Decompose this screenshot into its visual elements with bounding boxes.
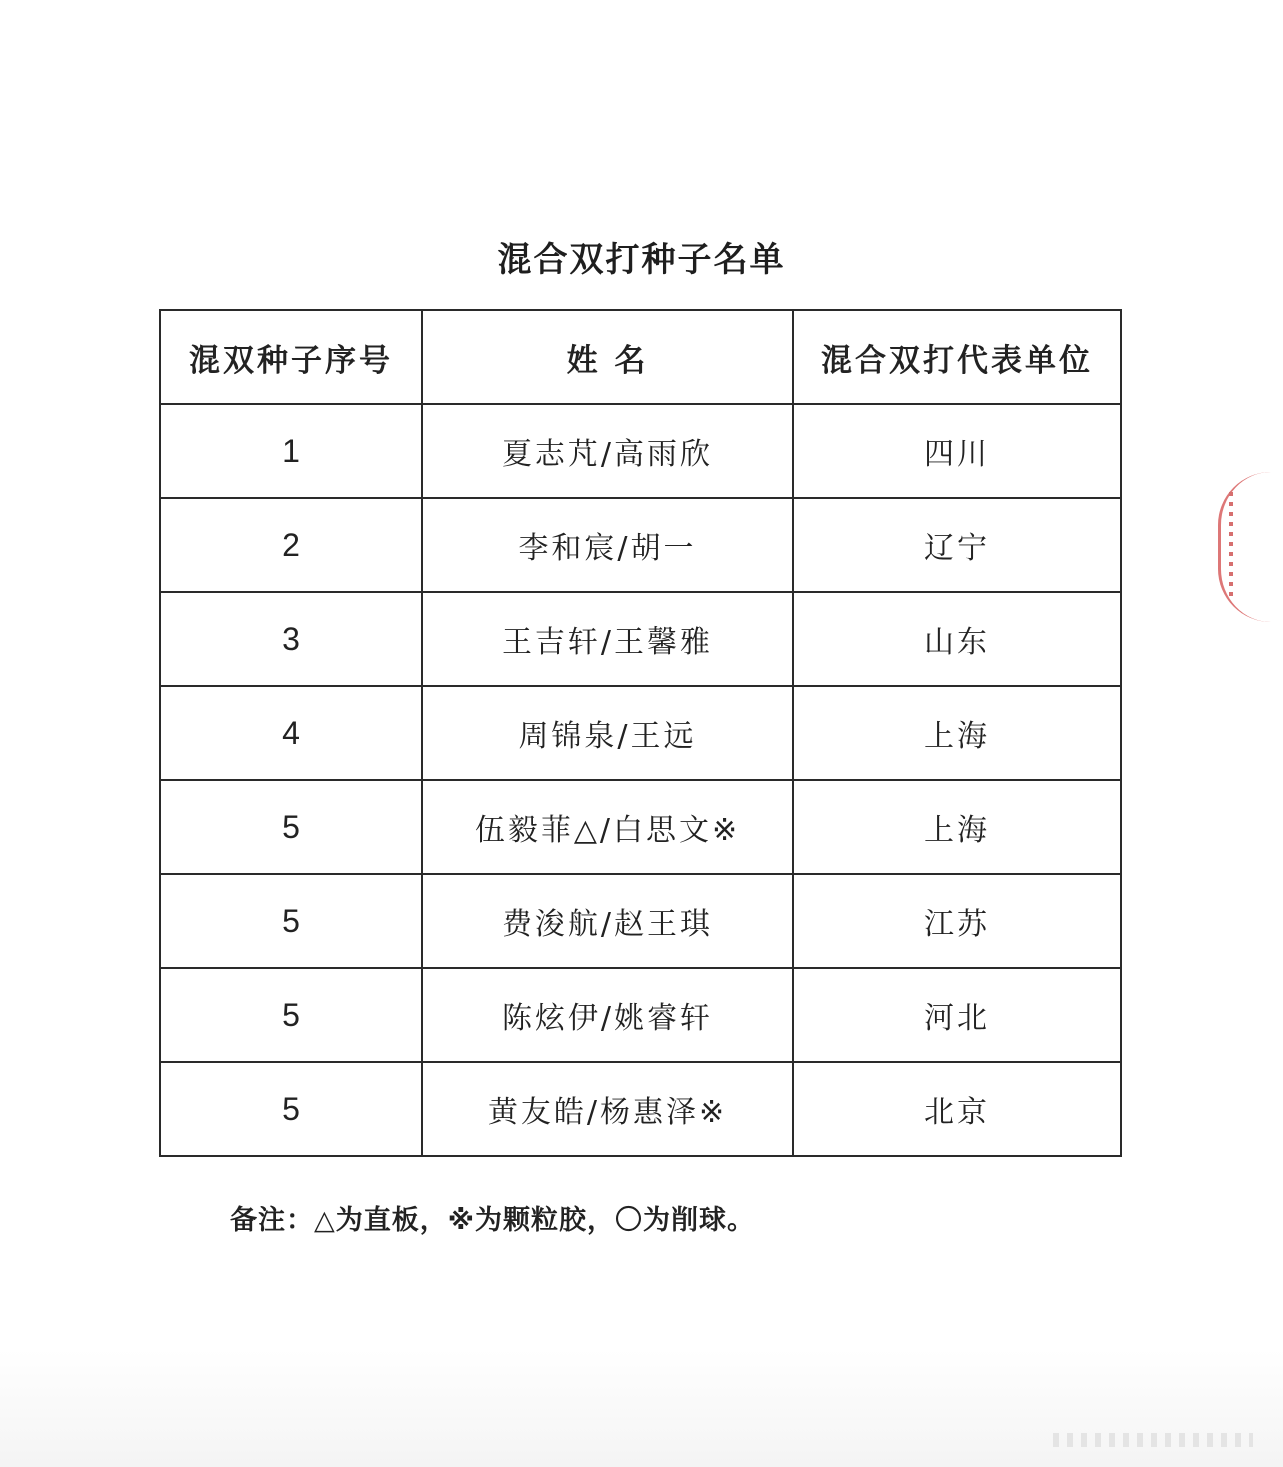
table-row [160,404,1121,498]
seed-number: 5 [160,874,422,968]
header-name: 姓 名 [422,310,793,404]
seed-table [159,309,1122,1157]
player-names: 伍毅菲△/白思文※ [422,780,793,874]
seed-number: 5 [160,780,422,874]
seed-number: 5 [160,968,422,1062]
document-title: 混合双打种子名单 [497,240,786,280]
table-row [160,780,1121,874]
player-names: 黄友皓/杨惠泽※ [422,1062,793,1156]
representative-unit: 河北 [793,968,1121,1062]
representative-unit: 上海 [793,780,1121,874]
table-row [160,874,1121,968]
representative-unit: 四川 [793,404,1121,498]
header-unit: 混合双打代表单位 [793,310,1121,404]
seed-number: 1 [160,404,422,498]
player-names: 周锦泉/王远 [422,686,793,780]
seed-number: 2 [160,498,422,592]
player-names: 夏志芃/高雨欣 [422,404,793,498]
table-row [160,592,1121,686]
representative-unit: 辽宁 [793,498,1121,592]
footnote: 备注：△为直板，※为颗粒胶，〇为削球。 [230,1205,756,1236]
player-names: 王吉轩/王馨雅 [422,592,793,686]
player-names: 李和宸/胡一 [422,498,793,592]
red-seal-stamp [1218,472,1271,622]
table-header-row [160,310,1121,404]
table-row [160,1062,1121,1156]
watermark-dots [1053,1433,1253,1447]
table-row [160,968,1121,1062]
header-seed-number: 混双种子序号 [160,310,422,404]
representative-unit: 江苏 [793,874,1121,968]
seed-number: 3 [160,592,422,686]
seed-number: 5 [160,1062,422,1156]
representative-unit: 山东 [793,592,1121,686]
player-names: 费浚航/赵王琪 [422,874,793,968]
representative-unit: 上海 [793,686,1121,780]
player-names: 陈炫伊/姚睿轩 [422,968,793,1062]
representative-unit: 北京 [793,1062,1121,1156]
seed-number: 4 [160,686,422,780]
table-row [160,498,1121,592]
table-row [160,686,1121,780]
